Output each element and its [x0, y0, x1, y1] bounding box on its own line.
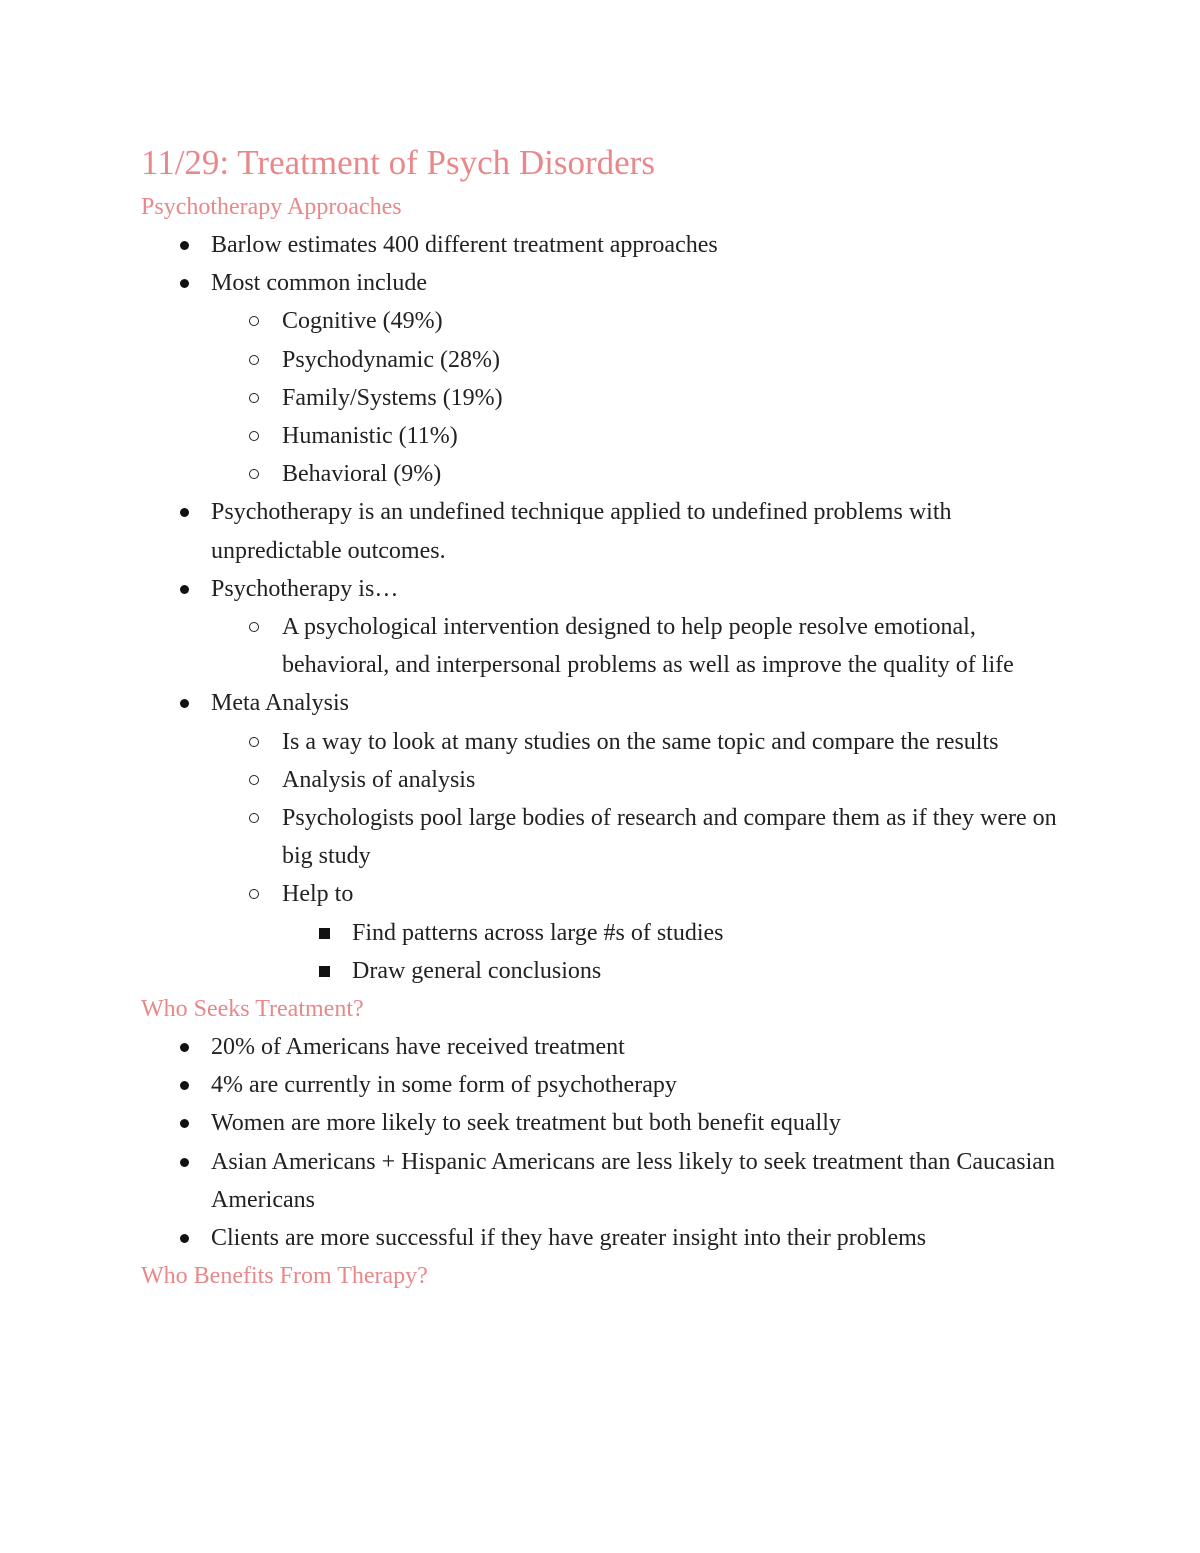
- section-heading-approaches: Psychotherapy Approaches: [141, 194, 402, 220]
- hollow-bullet-icon: [249, 775, 259, 785]
- filled-bullet-icon: [180, 1081, 189, 1090]
- hollow-bullet-icon: [249, 316, 259, 326]
- list-item: Draw general conclusions: [141, 952, 1081, 990]
- list-item: Psychodynamic (28%): [141, 341, 1081, 379]
- hollow-bullet-icon: [249, 469, 259, 479]
- list-item: Women are more likely to seek treatment but both benefit equally: [141, 1104, 1081, 1142]
- filled-bullet-icon: [180, 1158, 189, 1167]
- list-item: Humanistic (11%): [141, 417, 1081, 455]
- list-item: Behavioral (9%): [141, 455, 1081, 493]
- list-item: 20% of Americans have received treatment: [141, 1028, 1081, 1066]
- document-content: [141, 140, 1081, 1295]
- filled-bullet-icon: [180, 1234, 189, 1243]
- list-item: Analysis of analysis: [141, 761, 1081, 799]
- hollow-bullet-icon: [249, 355, 259, 365]
- filled-bullet-icon: [180, 508, 189, 517]
- filled-bullet-icon: [180, 585, 189, 594]
- hollow-bullet-icon: [249, 737, 259, 747]
- hollow-bullet-icon: [249, 889, 259, 899]
- bullet-list: [141, 684, 1081, 722]
- list-item: Family/Systems (19%): [141, 379, 1081, 417]
- bullet-list: [141, 493, 1081, 608]
- sub-sub-bullet-list: [141, 914, 1081, 990]
- section-heading-who-benefits: Who Benefits From Therapy?: [141, 1263, 428, 1290]
- hollow-bullet-icon: [249, 431, 259, 441]
- filled-bullet-icon: [180, 241, 189, 250]
- list-item: Psychotherapy is…: [141, 570, 1081, 608]
- square-bullet-icon: [319, 928, 330, 939]
- section-heading-who-seeks: Who Seeks Treatment?: [141, 996, 364, 1023]
- sub-bullet-list: [141, 608, 1081, 684]
- list-item: Barlow estimates 400 different treatment approaches: [141, 226, 1081, 264]
- list-item: Most common include: [141, 264, 1081, 302]
- sub-bullet-list: [141, 723, 1081, 914]
- filled-bullet-icon: [180, 1043, 189, 1052]
- list-item: Meta Analysis: [141, 684, 1081, 722]
- hollow-bullet-icon: [249, 813, 259, 823]
- hollow-bullet-icon: [249, 622, 259, 632]
- list-item: Asian Americans + Hispanic Americans are less likely to seek treatment than Caucasian Americans: [141, 1143, 1081, 1219]
- sub-bullet-list: [141, 302, 1081, 493]
- list-item: Psychotherapy is an undefined technique applied to undefined problems with unpredictable outcomes.: [141, 493, 1081, 569]
- square-bullet-icon: [319, 966, 330, 977]
- list-item: Help to: [141, 875, 1081, 913]
- list-item: Find patterns across large #s of studies: [141, 914, 1081, 952]
- filled-bullet-icon: [180, 279, 189, 288]
- bullet-list: [141, 226, 1081, 302]
- list-item: 4% are currently in some form of psychotherapy: [141, 1066, 1081, 1104]
- list-item: Cognitive (49%): [141, 302, 1081, 340]
- page-title: 11/29: Treatment of Psych Disorders: [141, 143, 655, 182]
- bullet-list: [141, 1028, 1081, 1257]
- list-item: A psychological intervention designed to help people resolve emotional, behavioral, and interpersonal problems as well as improve the quality of life: [141, 608, 1081, 684]
- filled-bullet-icon: [180, 699, 189, 708]
- filled-bullet-icon: [180, 1119, 189, 1128]
- list-item: Psychologists pool large bodies of research and compare them as if they were on big study: [141, 799, 1081, 875]
- list-item: Clients are more successful if they have greater insight into their problems: [141, 1219, 1081, 1257]
- hollow-bullet-icon: [249, 393, 259, 403]
- list-item: Is a way to look at many studies on the same topic and compare the results: [141, 723, 1081, 761]
